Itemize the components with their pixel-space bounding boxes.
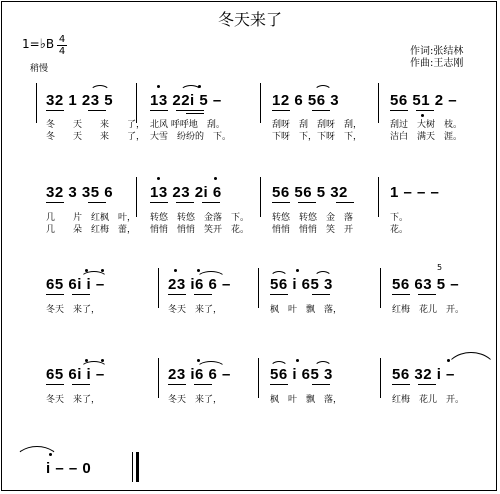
beam — [186, 113, 204, 114]
lyric-1-1-v1: 冬 天 来 了， — [46, 120, 146, 130]
lyric-2-1-v1: 几 片 红枫 叶， — [46, 213, 137, 223]
beam — [312, 384, 330, 385]
beam — [202, 202, 220, 203]
beam — [418, 384, 436, 385]
measure-1-3: 12 6 56 3 — [272, 92, 340, 109]
measure-4-3: 56 i 65 3 — [270, 366, 333, 383]
high-octave-dot — [157, 85, 160, 88]
beam — [298, 202, 316, 203]
beam — [416, 110, 434, 111]
lyric-2-3-v2: 悄悄 悄悄 笑 开 — [272, 225, 354, 235]
high-octave-dot — [296, 269, 299, 272]
lyric-2-1-v2: 几 朵 红梅 蕾， — [46, 225, 137, 235]
high-octave-dot — [157, 177, 160, 180]
measure-1-2: 13 22i 5 – — [150, 92, 222, 109]
beam — [336, 202, 354, 203]
measure-4-4: 56 32 i – — [392, 366, 455, 383]
barline — [260, 177, 261, 217]
key-prefix: 1= — [22, 37, 40, 51]
time-signature — [57, 34, 67, 57]
lyric-4-3: 枫 叶 飘 落， — [270, 395, 343, 405]
barline — [36, 83, 37, 123]
lyric-1-3-v1: 刮呀 刮 刮呀 刮， — [272, 120, 363, 130]
beam — [46, 294, 64, 295]
barline — [378, 83, 379, 123]
barline — [258, 268, 259, 308]
barline — [258, 358, 259, 398]
slur — [314, 271, 332, 278]
tempo-marking: 稍慢 — [30, 64, 49, 74]
measure-1-1: 32 1 23 5 — [46, 92, 114, 109]
lyric-2-2-v1: 转悠 转悠 金落 下。 — [150, 213, 250, 223]
beam — [270, 294, 288, 295]
beam — [150, 110, 168, 111]
beam — [272, 110, 290, 111]
score-frame — [1, 1, 497, 491]
lyric-3-4: 红梅 花儿 开。 — [392, 305, 465, 315]
beam — [168, 384, 186, 385]
lyric-1-4-v2: 洁白 满天 涯。 — [390, 132, 463, 142]
barline — [378, 177, 379, 217]
high-octave-dot — [197, 359, 200, 362]
beam — [46, 384, 64, 385]
lyric-4-4: 红梅 花儿 开。 — [392, 395, 465, 405]
lyric-1-4-v1: 刮过 大树 枝。 — [390, 120, 463, 130]
slur — [270, 361, 288, 368]
high-octave-dot — [174, 269, 177, 272]
lyric-4-2: 冬天 来了， — [168, 395, 223, 405]
high-octave-dot — [197, 269, 200, 272]
lyric-2-3-v1: 转悠 转悠 金 落 — [272, 213, 354, 223]
slur — [314, 85, 332, 92]
composer-credit: 作曲:王志刚 — [410, 58, 464, 69]
beam — [312, 110, 330, 111]
barline — [158, 268, 159, 308]
lyric-4-1: 冬天 来了， — [46, 395, 101, 405]
high-octave-dot — [296, 359, 299, 362]
measure-5-1: i – – 0 — [46, 460, 92, 477]
time-bottom: 4 — [58, 46, 66, 57]
beam — [270, 384, 288, 385]
lyric-3-2: 冬天 来了， — [168, 305, 223, 315]
measure-2-4: 1 – – – — [390, 184, 440, 201]
song-title: 冬天来了 — [217, 10, 282, 29]
measure-4-2: 23 i6 6 – — [168, 366, 231, 383]
beam — [272, 202, 290, 203]
measure-2-1: 32 3 35 6 — [46, 184, 114, 201]
measure-3-3: 56 i 65 3 — [270, 276, 333, 293]
barline — [136, 177, 137, 217]
beam — [72, 384, 90, 385]
beam — [390, 110, 408, 111]
measure-3-1: 65 6i i – — [46, 276, 105, 293]
slur — [270, 271, 288, 278]
lyric-1-1-v2: 冬 天 来 了， — [46, 132, 146, 142]
barline — [260, 83, 261, 123]
measure-2-2: 13 23 2i 6 — [150, 184, 222, 201]
slur — [314, 361, 332, 368]
measure-3-2: 23 i6 6 – — [168, 276, 231, 293]
measure-1-4: 56 51 2 – — [390, 92, 458, 109]
beam — [168, 294, 186, 295]
beam — [150, 202, 168, 203]
slur — [90, 85, 110, 92]
key-note: B — [45, 37, 55, 51]
time-top: 4 — [58, 34, 66, 45]
lyricist-credit: 作词:张结林 — [410, 46, 464, 57]
final-barline-thin — [132, 452, 133, 482]
lyric-1-2-v2: 大雪 纷纷的 下。 — [150, 132, 232, 142]
barline — [158, 358, 159, 398]
beam — [392, 384, 410, 385]
measure-2-3: 56 56 5 32 — [272, 184, 348, 201]
beam — [312, 294, 330, 295]
beam — [46, 110, 64, 111]
final-barline-thick — [136, 452, 139, 482]
lyric-2-4-v2: 花。 — [390, 225, 409, 235]
grace-note: 5 — [437, 263, 443, 272]
beam — [176, 110, 204, 111]
lyric-3-1: 冬天 来了， — [46, 305, 101, 315]
beam — [88, 202, 106, 203]
lyric-2-4-v1: 下。 — [390, 213, 409, 223]
lyric-1-2-v1: 北风 呼呼地 刮。 — [150, 120, 225, 130]
beam — [392, 294, 410, 295]
beam — [46, 202, 64, 203]
slur — [180, 85, 202, 92]
measure-4-1: 65 6i i – — [46, 366, 105, 383]
key-signature — [22, 37, 54, 52]
beam — [88, 110, 106, 111]
flat-sign: ♭ — [39, 37, 46, 52]
high-octave-dot — [214, 177, 217, 180]
beam — [176, 202, 194, 203]
beam — [194, 294, 212, 295]
high-octave-dot — [49, 453, 52, 456]
barline — [380, 358, 381, 398]
beam — [72, 294, 90, 295]
beam — [418, 294, 436, 295]
barline — [380, 268, 381, 308]
lyric-3-3: 枫 叶 飘 落， — [270, 305, 343, 315]
measure-3-4: 56 63 5 – — [392, 276, 460, 293]
beam — [194, 384, 212, 385]
lyric-1-3-v2: 下呀 下，下呀 下， — [272, 132, 363, 142]
lyric-2-2-v2: 悄悄 悄悄 笑开 花。 — [150, 225, 250, 235]
